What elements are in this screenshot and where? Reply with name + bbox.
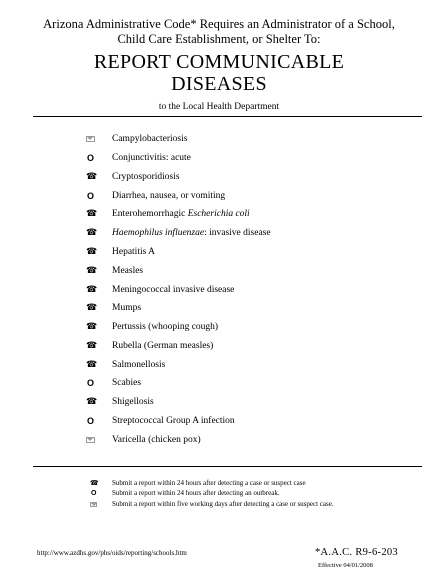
bottom-divider bbox=[33, 466, 422, 467]
disease-item bbox=[86, 205, 416, 224]
phone-icon bbox=[86, 397, 97, 407]
legend-item bbox=[90, 499, 430, 510]
o-icon: O bbox=[87, 415, 95, 426]
phone-icon bbox=[86, 172, 97, 182]
disease-item bbox=[86, 299, 416, 318]
phone-icon bbox=[86, 228, 97, 238]
disease-name: Salmonellosis bbox=[112, 359, 166, 370]
disease-item bbox=[86, 411, 416, 430]
phone-icon bbox=[86, 266, 97, 276]
disease-item bbox=[86, 393, 416, 412]
legend-text: Submit a report within 24 hours after detecting a case or suspect case bbox=[112, 478, 306, 487]
disease-name: Conjunctivitis: acute bbox=[112, 153, 191, 164]
top-divider bbox=[33, 116, 422, 117]
phone-icon bbox=[86, 322, 97, 332]
reference-url[interactable]: http://www.azdhs.gov/phs/oids/reporting/schools.htm bbox=[37, 549, 187, 557]
page-title-line-1: REPORT COMMUNICABLE bbox=[93, 51, 345, 73]
o-icon: O bbox=[87, 190, 95, 201]
page-subtitle: to the Local Health Department bbox=[158, 102, 280, 112]
disease-name: Mumps bbox=[112, 303, 142, 314]
disease-list bbox=[86, 130, 416, 449]
disease-item bbox=[86, 149, 416, 168]
disease-item bbox=[86, 243, 416, 262]
disease-item bbox=[86, 374, 416, 393]
disease-name: Streptococcal Group A infection bbox=[112, 415, 235, 426]
code-reference: *A.A.C. R9-6-203 bbox=[315, 547, 398, 558]
disease-name: Pertussis (whooping cough) bbox=[112, 322, 219, 333]
disease-item bbox=[86, 355, 416, 374]
disease-name: Haemophilus influenzae: invasive disease bbox=[112, 228, 271, 239]
disease-item bbox=[86, 168, 416, 187]
phone-icon bbox=[86, 303, 97, 313]
disease-name: Hepatitis A bbox=[112, 246, 156, 257]
o-icon: O bbox=[87, 153, 95, 164]
o-icon: O bbox=[91, 490, 97, 498]
legend-item bbox=[90, 478, 430, 489]
document-header bbox=[0, 17, 438, 113]
disease-item bbox=[86, 280, 416, 299]
disease-name: Measles bbox=[112, 265, 144, 276]
phone-icon bbox=[86, 247, 97, 257]
disease-name: Diarrhea, nausea, or vomiting bbox=[112, 190, 226, 201]
phone-icon bbox=[86, 209, 97, 219]
disease-name: Meningococcal invasive disease bbox=[112, 284, 235, 295]
disease-name: Campylobacteriosis bbox=[112, 134, 188, 145]
legend bbox=[90, 478, 430, 510]
mail-icon bbox=[86, 437, 95, 443]
disease-name: Varicella (chicken pox) bbox=[112, 434, 201, 445]
disease-name: Shigellosis bbox=[112, 397, 154, 408]
phone-icon bbox=[90, 478, 99, 489]
phone-icon bbox=[86, 285, 97, 295]
disease-item bbox=[86, 261, 416, 280]
page-title-line-2: DISEASES bbox=[171, 73, 267, 95]
mail-icon bbox=[90, 502, 97, 507]
disease-name: Cryptosporidiosis bbox=[112, 171, 180, 182]
disease-name: Enterohemorrhagic Escherichia coli bbox=[112, 209, 250, 220]
legend-text: Submit a report within 24 hours after detecting an outbreak. bbox=[112, 489, 280, 498]
effective-date: Effective 04/01/2008 bbox=[318, 562, 373, 569]
header-line-1: Arizona Administrative Code* Requires an Administrator of a School, bbox=[43, 17, 395, 31]
disease-item bbox=[86, 318, 416, 337]
legend-text: Submit a report within five working days after detecting a case or suspect case. bbox=[112, 499, 334, 508]
disease-name: Scabies bbox=[112, 378, 142, 389]
disease-item bbox=[86, 224, 416, 243]
disease-item bbox=[86, 430, 416, 449]
phone-icon bbox=[86, 341, 97, 351]
disease-item bbox=[86, 130, 416, 149]
phone-icon bbox=[86, 360, 97, 370]
legend-item bbox=[90, 489, 430, 500]
disease-item bbox=[86, 336, 416, 355]
disease-name: Rubella (German measles) bbox=[112, 340, 214, 351]
disease-item bbox=[86, 186, 416, 205]
mail-icon bbox=[86, 136, 95, 142]
o-icon: O bbox=[87, 378, 95, 389]
header-line-2: Child Care Establishment, or Shelter To: bbox=[117, 32, 321, 46]
